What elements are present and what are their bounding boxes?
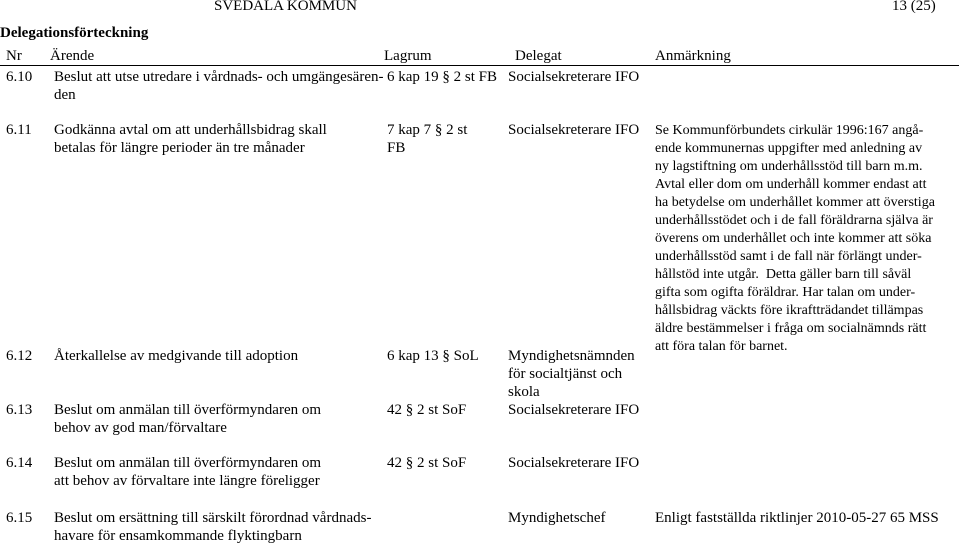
row-arende: Återkallelse av medgivande till adoption (54, 348, 299, 364)
row-delegat: Myndighetsnämnden för socialtjänst och skola (508, 348, 635, 400)
row-arende: Beslut om ersättning till särskilt förordnad vårdnads- havare för ensamkommande flyktingbarn (54, 510, 372, 544)
column-header-anmarkning: Anmärkning (655, 48, 731, 64)
row-delegat: Socialsekreterare IFO (508, 69, 640, 85)
document-title: Delegationsförteckning (0, 25, 149, 41)
row-delegat: Socialsekreterare IFO (508, 122, 640, 138)
row-nr: 6.12 (6, 348, 33, 364)
row-lagrum: 42 § 2 st SoF (387, 455, 467, 471)
row-nr: 6.15 (6, 510, 33, 526)
row-lagrum: 6 kap 13 § SoL (387, 348, 479, 364)
column-header-nr: Nr (6, 48, 22, 64)
column-header-lagrum: Lagrum (384, 48, 432, 64)
organization-name: SVEDALA KOMMUN (214, 0, 357, 14)
row-delegat: Socialsekreterare IFO (508, 455, 640, 471)
row-arende: Godkänna avtal om att underhållsbidrag skall betalas för längre perioder än tre månader (54, 122, 327, 156)
row-nr: 6.13 (6, 402, 33, 418)
page-number: 13 (25) (892, 0, 936, 14)
row-lagrum: 6 kap 19 § 2 st FB (387, 69, 498, 85)
row-lagrum: 7 kap 7 § 2 st FB (387, 122, 468, 156)
row-arende: Beslut att utse utredare i vårdnads- och umgängesären- den (54, 69, 384, 103)
row-delegat: Myndighetschef (508, 510, 606, 526)
row-arende: Beslut om anmälan till överförmyndaren om att behov av förvaltare inte längre föreligger (54, 455, 322, 489)
row-lagrum: 42 § 2 st SoF (387, 402, 467, 418)
column-header-delegat: Delegat (515, 48, 562, 64)
row-arende: Beslut om anmälan till överförmyndaren om behov av god man/förvaltare (54, 402, 322, 436)
header-divider (0, 65, 959, 66)
row-anmarkning: Enligt fastställda riktlinjer 2010-05-27 65 MSS (655, 510, 939, 526)
row-nr: 6.11 (6, 122, 32, 138)
row-nr: 6.10 (6, 69, 33, 85)
row-anmarkning: Se Kommunförbundets cirkulär 1996:167 angå- ende kommunernas uppgifter med anledning av ny lagstiftning om underhållsstöd till barn m.m. Avtal eller dom om underhåll kommer endast att ha betydelse om underhållet kommer att överstiga underhållsstödet och i de fall föräldrarna själva är överens om underhållet och inte kommer att söka underhållsstöd samt i de fall när förlängt under- hållstöd inte utgår. Detta gäller barn till såväl gifta som ogifta föräldrar. Har talan om under- hållsbidrag väckts före ikraftträdandet tillämpas äldre bestämmelser i fråga om socialnämnds rätt att föra talan för barnet. (655, 123, 935, 354)
row-delegat: Socialsekreterare IFO (508, 402, 640, 418)
column-header-arende: Ärende (50, 48, 95, 64)
row-nr: 6.14 (6, 455, 33, 471)
